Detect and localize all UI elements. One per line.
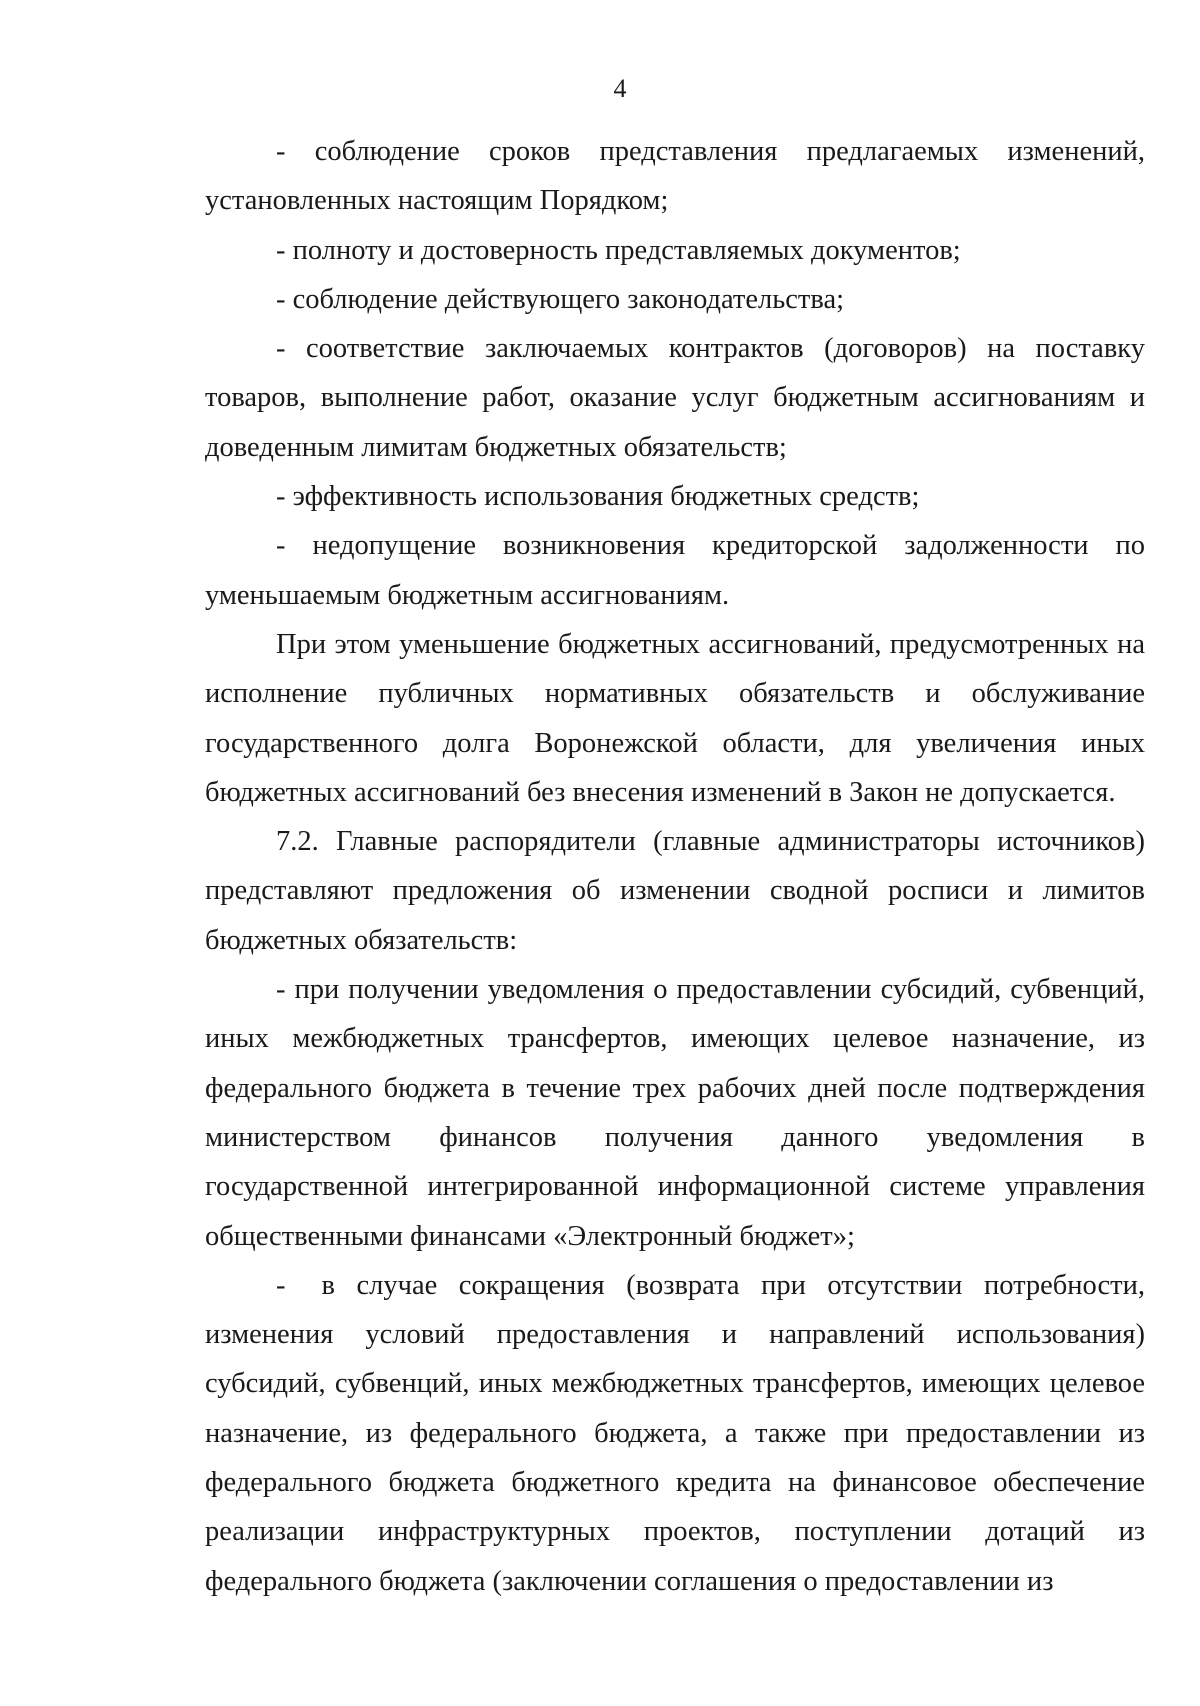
paragraph-reduction-transfers-text: в случае сокращения (возврата при отсутствии потребности, изменения условий предоставления и направлений использования) субсидий, субвенций, иных межбюджетных трансфертов, имеющих целевое назначение, из федерального бюджета, а также при предоставлении из федерального бюджета бюджетного кредита на финансовое обеспечение реализации инфраструктурных проектов, поступлении дотаций из федерального бюджета (заключении соглашения о предоставлении из bbox=[205, 1269, 1145, 1597]
paragraph-reduction-transfers bbox=[205, 1261, 1145, 1606]
paragraph-contracts: - соответствие заключаемых контрактов (договоров) на поставку товаров, выполнение работ, оказание услуг бюджетным ассигнованиям и доведенным лимитам бюджетных обязательств; bbox=[205, 333, 1145, 463]
document-body bbox=[205, 127, 1145, 1606]
paragraph-debt: - недопущение возникновения кредиторской задолженности по уменьшаемым бюджетным ассигнованиям. bbox=[205, 530, 1145, 611]
paragraph-deadlines: - соблюдение сроков представления предлагаемых изменений, установленных настоящим Порядком; bbox=[205, 136, 1145, 217]
list-dash: - bbox=[276, 1269, 286, 1301]
paragraph-documents: - полноту и достоверность представляемых документов; bbox=[276, 234, 961, 266]
paragraph-section-7-2: 7.2. Главные распорядители (главные администраторы источников) представляют предложения об изменении сводной росписи и лимитов бюджетных обязательств: bbox=[205, 826, 1145, 956]
paragraph-legislation: - соблюдение действующего законодательства; bbox=[276, 283, 845, 315]
paragraph-notification: - при получении уведомления о предоставлении субсидий, субвенций, иных межбюджетных трансфертов, имеющих целевое назначение, из федерального бюджета в течение трех рабочих дней после подтверждения министерством финансов получения данного уведомления в государственной интегрированной информационной системе управления общественными финансами «Электронный бюджет»; bbox=[205, 974, 1145, 1252]
paragraph-efficiency: - эффективность использования бюджетных средств; bbox=[276, 481, 920, 513]
paragraph-reduction: При этом уменьшение бюджетных ассигнований, предусмотренных на исполнение публичных нормативных обязательств и обслуживание государственного долга Воронежской области, для увеличения иных бюджетных ассигнований без внесения изменений в Закон не допускается. bbox=[205, 628, 1145, 808]
page-number: 4 bbox=[613, 74, 627, 103]
